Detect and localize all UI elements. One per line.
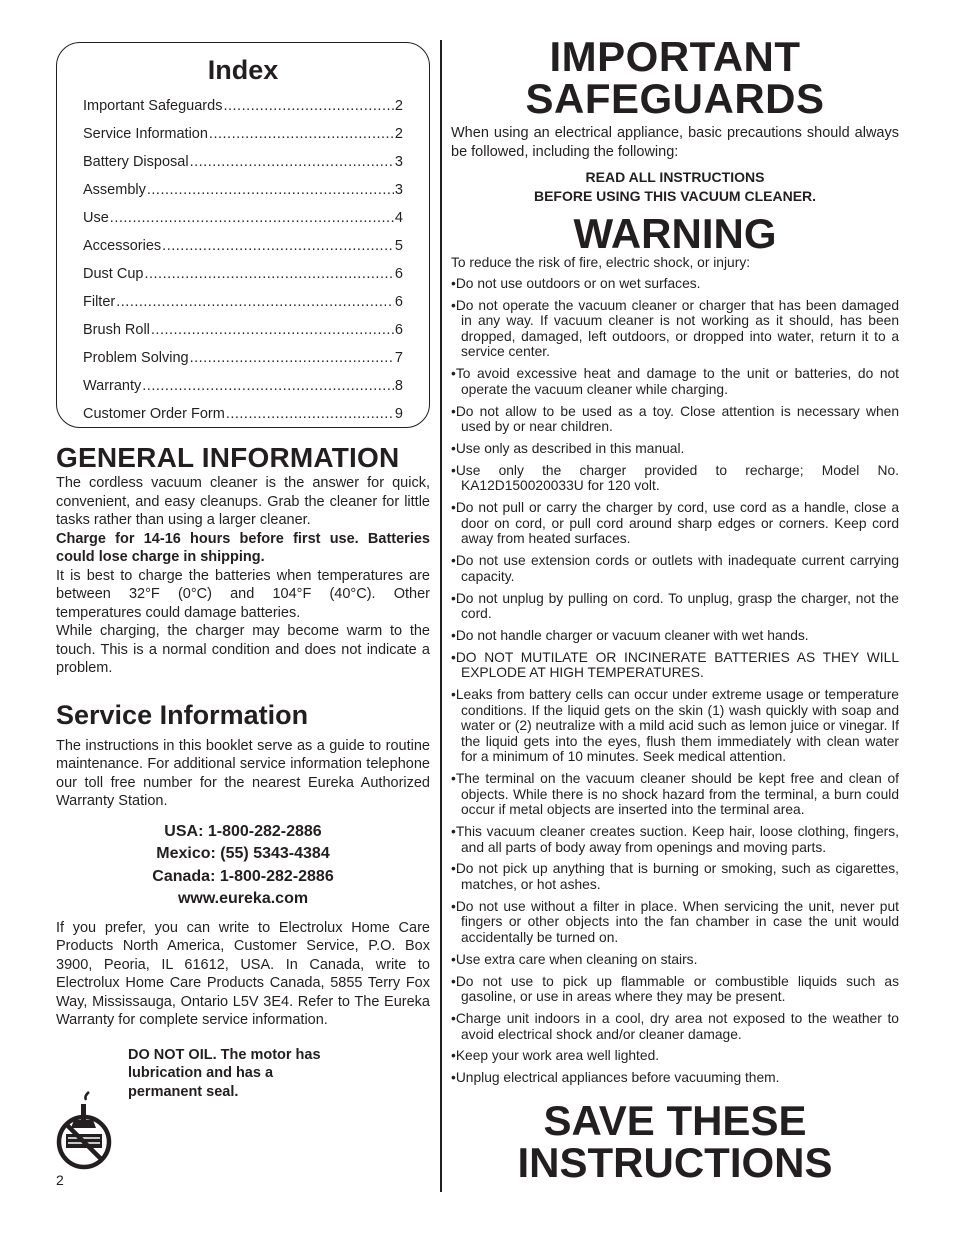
index-leader-dots [162, 238, 394, 254]
index-entry-page: 5 [394, 238, 403, 254]
safeguard-item: • Charge unit indoors in a cool, dry area not exposed to the weather to avoid electrical shock and/or cleaner damage. [451, 1011, 899, 1042]
index-entry-page: 9 [394, 406, 403, 422]
index-title: Index [207, 55, 279, 85]
do-not-oil-line-1: DO NOT OIL. The motor has [128, 1046, 321, 1063]
do-not-oil-notice [56, 1046, 430, 1186]
website-link[interactable]: www.eureka.com [177, 890, 309, 907]
safeguard-item: • Use only as described in this manual. [451, 441, 899, 457]
index-entry-page: 6 [394, 266, 403, 282]
safeguard-item: • The terminal on the vacuum cleaner should be kept free and clean of objects. While there is no shock hazard from the terminal, a burn could occur if metal objects are inserted into the terminal area. [451, 771, 899, 818]
index-entry-label: Dust Cup [83, 266, 144, 282]
left-column [56, 42, 430, 1186]
safeguard-item: • Do not unplug by pulling on cord. To unplug, grasp the charger, not the cord. [451, 591, 899, 622]
read-all-instructions [451, 168, 899, 205]
index-entry-label: Accessories [83, 238, 162, 254]
index-entry-page: 7 [394, 350, 403, 366]
index-entry [83, 322, 403, 350]
safeguard-item: • Use extra care when cleaning on stairs. [451, 952, 899, 968]
index-entry-page: 8 [394, 378, 403, 394]
index-entry [83, 210, 403, 238]
safeguard-list [451, 276, 899, 1086]
warning-title: WARNING [573, 210, 777, 257]
safeguards-intro: When using an electrical appliance, basic precautions should always be followed, including the following: [451, 125, 899, 160]
important-safeguards-title [451, 33, 899, 122]
save-line-1: SAVE THESE [543, 1096, 807, 1144]
index-entry-label: Service Information [83, 126, 208, 142]
safeguard-item: • Do not use without a filter in place. When servicing the unit, never put fingers or other objects into the fan chamber in case the unit would accidentally be turned on. [451, 899, 899, 946]
safeguard-item: • Do not pick up anything that is burning or smoking, such as cigarettes, matches, or hot ashes. [451, 861, 899, 892]
index-entry-label: Important Safeguards [83, 98, 223, 114]
general-paragraph-4: While charging, the charger may become warm to the touch. This is a normal condition and does not indicate a problem. [56, 623, 430, 676]
index-entry-label: Use [83, 210, 109, 226]
index-box [56, 42, 430, 428]
safeguard-item: • To avoid excessive heat and damage to the unit or batteries, do not operate the vacuum cleaner while charging. [451, 366, 899, 397]
index-leader-dots [147, 182, 394, 198]
index-leader-dots [116, 294, 394, 310]
index-entry-label: Brush Roll [83, 322, 150, 338]
index-leader-dots [144, 266, 393, 282]
general-paragraph-3: It is best to charge the batteries when temperatures are between 32°F (0°C) and 104°F (40°C). Other temperatures could damage batteries. [56, 567, 430, 621]
index-leader-dots [110, 210, 394, 226]
index-entry-page: 4 [394, 210, 403, 226]
index-entry-page: 2 [394, 98, 403, 114]
risk-statement: To reduce the risk of fire, electric shock, or injury: [451, 255, 751, 270]
no-oil-icon [56, 1090, 116, 1170]
index-entry-page: 6 [394, 322, 403, 338]
index-leader-dots [190, 350, 394, 366]
index-entry [83, 406, 403, 434]
index-entry [83, 294, 403, 322]
save-these-instructions-title [451, 1096, 899, 1186]
safeguard-item: • Do not use extension cords or outlets with inadequate current carrying capacity. [451, 553, 899, 584]
general-charge-warning: Charge for 14-16 hours before first use. Batteries could lose charge in shipping. [56, 530, 430, 565]
safeguard-item: • Use only the charger provided to recharge; Model No. KA12D150020033U for 120 volt. [451, 463, 899, 494]
safeguard-item: • Do not use outdoors or on wet surfaces. [451, 276, 899, 292]
safeguard-item: • Keep your work area well lighted. [451, 1048, 899, 1064]
index-entry [83, 98, 403, 126]
service-information-heading: Service Information [56, 699, 309, 730]
general-information-heading: GENERAL INFORMATION [56, 442, 400, 473]
safeguard-item: • Do not operate the vacuum cleaner or charger that has been damaged in any way. If vacuum cleaner is not working as it should, has been dropped, damaged, left outdoors, or dropped into water, return it to a service center. [451, 298, 899, 360]
index-entry-label: Assembly [83, 182, 146, 198]
do-not-oil-line-3: permanent seal. [128, 1083, 239, 1100]
read-line-1: READ ALL INSTRUCTIONS [585, 169, 765, 185]
do-not-oil-line-2: lubrication and has a [128, 1065, 274, 1081]
mexico-phone: Mexico: (55) 5343-4384 [156, 845, 330, 862]
index-entry-page: 2 [394, 126, 403, 142]
safeguard-item: • Do not use to pick up flammable or combustible liquids such as gasoline, or use in areas where they may be present. [451, 974, 899, 1005]
read-line-2: BEFORE USING THIS VACUUM CLEANER. [533, 187, 817, 204]
contact-numbers [56, 821, 430, 911]
index-entry [83, 238, 403, 266]
usa-phone: USA: 1-800-282-2886 [164, 822, 322, 840]
safeguard-item: • DO NOT MUTILATE OR INCINERATE BATTERIES AS THEY WILL EXPLODE AT HIGH TEMPERATURES. [451, 650, 899, 681]
index-entry [83, 350, 403, 378]
safeguards-title-line-1: IMPORTANT [549, 33, 801, 80]
index-entry-label: Customer Order Form [83, 406, 225, 422]
column-divider [440, 40, 442, 1192]
index-list [83, 98, 403, 434]
index-entry [83, 266, 403, 294]
do-not-oil-text [128, 1046, 321, 1102]
index-entry-label: Filter [83, 294, 116, 310]
right-column [451, 33, 899, 1186]
index-entry-label: Problem Solving [83, 350, 189, 366]
index-entry [83, 154, 403, 182]
safeguard-item: • Leaks from battery cells can occur under extreme usage or temperature conditions. If the liquid gets on the skin (1) wash quickly with soap and water or (2) neutralize with a mild acid such as lemon juice or vinegar. If the liquid gets into the eyes, flush them immediately with clean water for a minimum of 10 minutes. Seek medical attention. [451, 687, 899, 765]
service-paragraph-1: The instructions in this booklet serve as a guide to routine maintenance. For additional service information telephone our toll free number for the nearest Eureka Authorized Warranty Station. [56, 737, 430, 809]
page-number: 2 [56, 1172, 64, 1188]
index-entry-label: Battery Disposal [83, 154, 189, 170]
safeguard-item: • Do not allow to be used as a toy. Close attention is necessary when used by or near children. [451, 404, 899, 435]
index-entry-page: 3 [394, 182, 403, 198]
index-entry-label: Warranty [83, 378, 142, 394]
index-leader-dots [190, 154, 394, 170]
index-entry-page: 3 [394, 154, 403, 170]
index-leader-dots [151, 322, 394, 338]
save-line-2: INSTRUCTIONS [517, 1138, 833, 1186]
index-leader-dots [226, 406, 394, 422]
safeguard-item: • Do not pull or carry the charger by cord, use cord as a handle, close a door on cord, or pull cord around sharp edges or corners. Keep cord away from heated surfaces. [451, 500, 899, 547]
safeguard-item: • This vacuum cleaner creates suction. Keep hair, loose clothing, fingers, and all parts of body away from openings and moving parts. [451, 824, 899, 855]
service-paragraph-2: If you prefer, you can write to Electrolux Home Care Products North America, Customer Service, P.O. Box 3900, Peoria, IL 61612, USA. In Canada, write to Electrolux Home Care Products Canada, 5855 Terry Fox Way, Mississauga, Ontario L5V 3E4. Refer to The Eureka Warranty for complete service information. [56, 919, 430, 1028]
index-leader-dots [142, 378, 394, 394]
index-entry [83, 126, 403, 154]
index-leader-dots [209, 126, 394, 142]
safeguard-item: • Unplug electrical appliances before vacuuming them. [451, 1070, 899, 1086]
canada-phone: Canada: 1-800-282-2886 [152, 867, 334, 885]
general-paragraph-1: The cordless vacuum cleaner is the answer for quick, convenient, and easy cleanups. Grab the cleaner for little tasks rather than using a larger cleaner. [56, 475, 430, 528]
index-entry [83, 378, 403, 406]
index-entry [83, 182, 403, 210]
index-leader-dots [223, 98, 393, 114]
safeguard-item: • Do not handle charger or vacuum cleaner with wet hands. [451, 628, 899, 644]
safeguards-title-line-2: SAFEGUARDS [525, 75, 825, 122]
index-entry-page: 6 [394, 294, 403, 310]
